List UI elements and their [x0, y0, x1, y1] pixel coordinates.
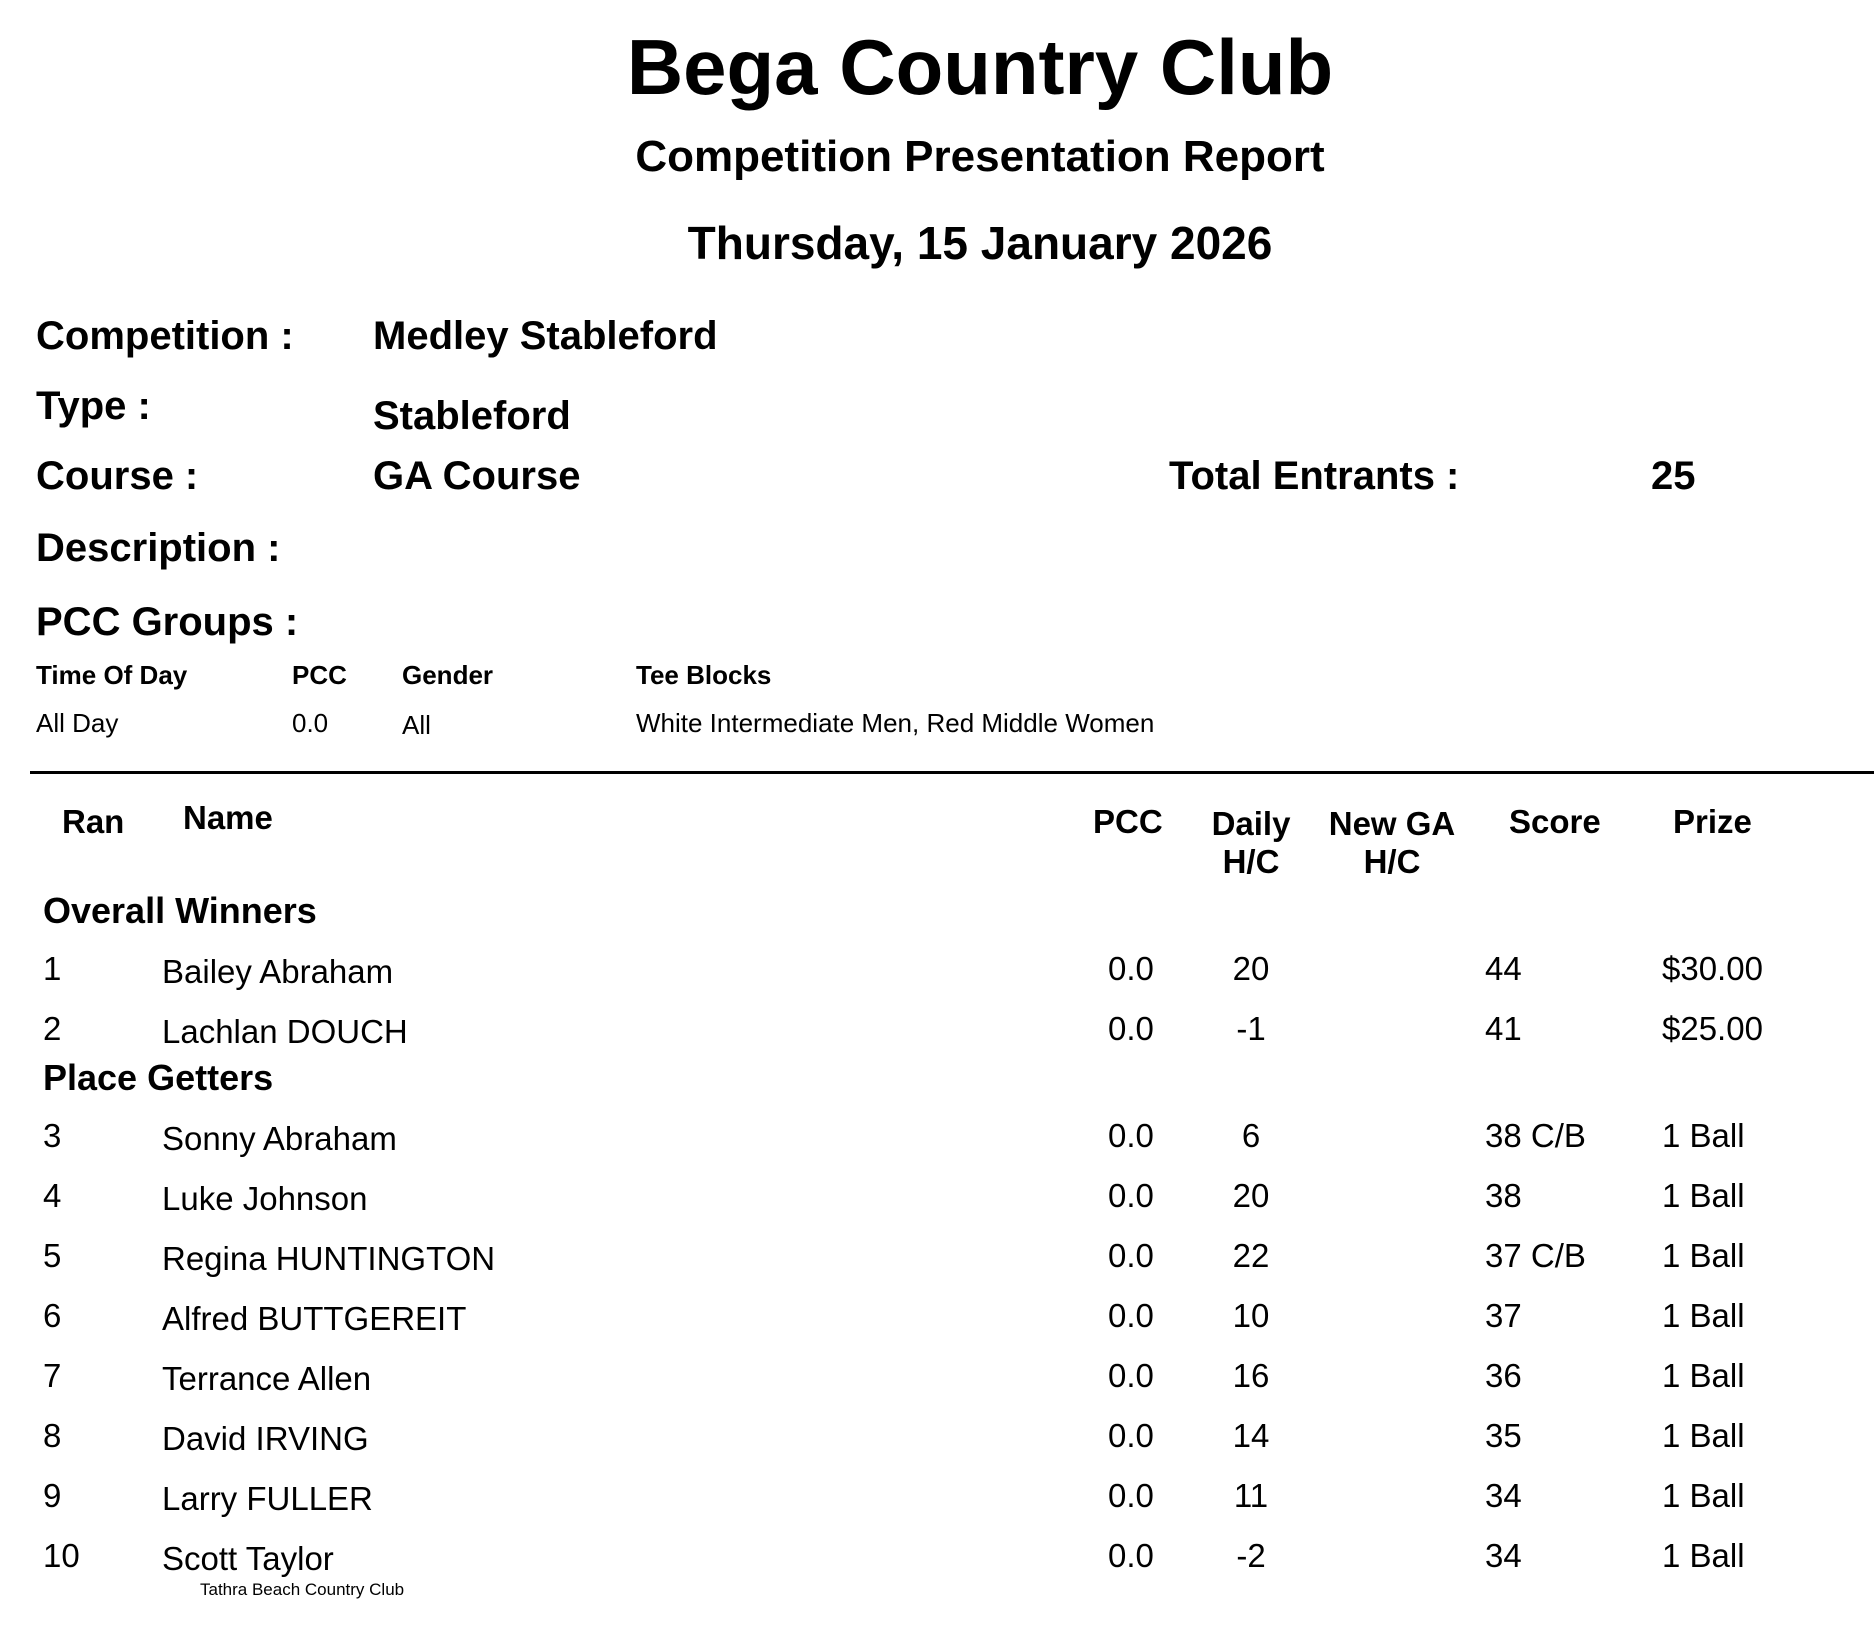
- cell-rank: 3: [43, 1117, 62, 1154]
- cell-pcc: 0.0: [1108, 1537, 1154, 1574]
- cell-pcc: 0.0: [1108, 1357, 1154, 1394]
- col-header-new-ga-hc-line1: New GA: [1328, 805, 1456, 842]
- cell-rank: 2: [43, 1010, 62, 1047]
- cell-prize: 1 Ball: [1662, 1297, 1745, 1334]
- cell-score: 41: [1485, 1010, 1522, 1047]
- cell-daily-hc: 16: [1232, 1357, 1270, 1394]
- description-label: Description :: [36, 526, 281, 570]
- col-header-new-ga-hc: [1312, 805, 1472, 881]
- cell-prize: 1 Ball: [1662, 1357, 1745, 1394]
- cell-daily-hc: 6: [1241, 1117, 1261, 1154]
- cell-name: Sonny Abraham: [162, 1120, 397, 1157]
- pcc-header-time-of-day: Time Of Day: [36, 660, 188, 690]
- col-header-daily-hc-line1: Daily: [1211, 805, 1291, 842]
- cell-name: Bailey Abraham: [162, 953, 394, 990]
- pcc-cell-tee-blocks: White Intermediate Men, Red Middle Women: [636, 708, 1155, 738]
- cell-daily-hc: 10: [1232, 1297, 1270, 1334]
- cell-prize: 1 Ball: [1662, 1477, 1745, 1514]
- report-date: Thursday, 15 January 2026: [687, 217, 1273, 269]
- cell-name: Alfred BUTTGEREIT: [162, 1300, 467, 1337]
- cell-daily-hc: -2: [1236, 1537, 1266, 1574]
- cell-name: Regina HUNTINGTON: [162, 1240, 496, 1277]
- cell-prize: 1 Ball: [1662, 1537, 1745, 1574]
- col-header-rank: Ran: [62, 803, 125, 840]
- type-value: Stableford: [373, 394, 571, 438]
- cell-name: Lachlan DOUCH: [162, 1013, 408, 1050]
- cell-pcc: 0.0: [1108, 950, 1154, 987]
- pcc-groups-label: PCC Groups :: [36, 600, 299, 644]
- club-title: Bega Country Club: [626, 23, 1334, 111]
- cell-daily-hc: 20: [1232, 950, 1270, 987]
- cell-rank: 10: [43, 1537, 80, 1574]
- competition-label: Competition :: [36, 314, 294, 358]
- cell-pcc: 0.0: [1108, 1237, 1154, 1274]
- col-header-prize: Prize: [1673, 803, 1752, 840]
- cell-daily-hc: 11: [1233, 1477, 1269, 1514]
- cell-pcc: 0.0: [1108, 1297, 1154, 1334]
- cell-rank: 6: [43, 1297, 62, 1334]
- cell-score: 44: [1485, 950, 1522, 987]
- cell-daily-hc: 20: [1232, 1177, 1270, 1214]
- cell-score: 38: [1485, 1177, 1522, 1214]
- cell-prize: 1 Ball: [1662, 1117, 1745, 1154]
- total-entrants-value: 25: [1651, 454, 1696, 498]
- pcc-cell-pcc: 0.0: [292, 708, 329, 738]
- cell-daily-hc: 22: [1232, 1237, 1270, 1274]
- cell-prize: $30.00: [1662, 950, 1763, 987]
- cell-rank: 4: [43, 1177, 62, 1214]
- pcc-cell-gender: All: [402, 710, 431, 740]
- divider-rule: [30, 771, 1874, 774]
- cell-score: 34: [1485, 1477, 1522, 1514]
- type-label: Type :: [36, 384, 151, 428]
- footer-text: Tathra Beach Country Club: [200, 1580, 405, 1599]
- cell-score: 38 C/B: [1485, 1117, 1586, 1154]
- cell-rank: 9: [43, 1477, 62, 1514]
- report-title: Competition Presentation Report: [635, 132, 1325, 181]
- cell-pcc: 0.0: [1108, 1117, 1154, 1154]
- cell-name: Scott Taylor: [162, 1540, 334, 1577]
- course-value: GA Course: [373, 454, 581, 498]
- competition-value: Medley Stableford: [373, 314, 718, 358]
- cell-score: 35: [1485, 1417, 1522, 1454]
- cell-name: Luke Johnson: [162, 1180, 368, 1217]
- pcc-header-tee-blocks: Tee Blocks: [636, 660, 772, 690]
- cell-score: 37 C/B: [1485, 1237, 1586, 1274]
- cell-score: 37: [1485, 1297, 1522, 1334]
- cell-pcc: 0.0: [1108, 1417, 1154, 1454]
- cell-rank: 1: [43, 950, 62, 987]
- cell-prize: $25.00: [1662, 1010, 1763, 1047]
- cell-daily-hc: -1: [1236, 1010, 1266, 1047]
- col-header-daily-hc-line2: H/C: [1222, 843, 1280, 880]
- cell-rank: 5: [43, 1237, 62, 1274]
- cell-rank: 7: [43, 1357, 62, 1394]
- cell-prize: 1 Ball: [1662, 1237, 1745, 1274]
- cell-pcc: 0.0: [1108, 1177, 1154, 1214]
- pcc-header-pcc: PCC: [292, 660, 347, 690]
- pcc-cell-time-of-day: All Day: [36, 708, 119, 738]
- col-header-name: Name: [183, 799, 273, 836]
- cell-score: 36: [1485, 1357, 1522, 1394]
- cell-name: Terrance Allen: [162, 1360, 372, 1397]
- cell-daily-hc: 14: [1232, 1417, 1270, 1454]
- section-title-overall-winners: Overall Winners: [43, 890, 317, 931]
- cell-name: David IRVING: [162, 1420, 369, 1457]
- cell-name: Larry FULLER: [162, 1480, 373, 1517]
- col-header-new-ga-hc-line2: H/C: [1363, 843, 1421, 880]
- cell-pcc: 0.0: [1108, 1477, 1154, 1514]
- cell-score: 34: [1485, 1537, 1522, 1574]
- cell-pcc: 0.0: [1108, 1010, 1154, 1047]
- course-label: Course :: [36, 454, 199, 498]
- section-title-place-getters: Place Getters: [43, 1057, 274, 1098]
- total-entrants-label: Total Entrants :: [1169, 454, 1460, 498]
- cell-prize: 1 Ball: [1662, 1177, 1745, 1214]
- col-header-pcc: PCC: [1093, 803, 1163, 840]
- pcc-header-gender: Gender: [402, 660, 494, 690]
- col-header-score: Score: [1509, 803, 1601, 840]
- col-header-daily-hc: [1190, 805, 1312, 881]
- cell-rank: 8: [43, 1417, 62, 1454]
- cell-prize: 1 Ball: [1662, 1417, 1745, 1454]
